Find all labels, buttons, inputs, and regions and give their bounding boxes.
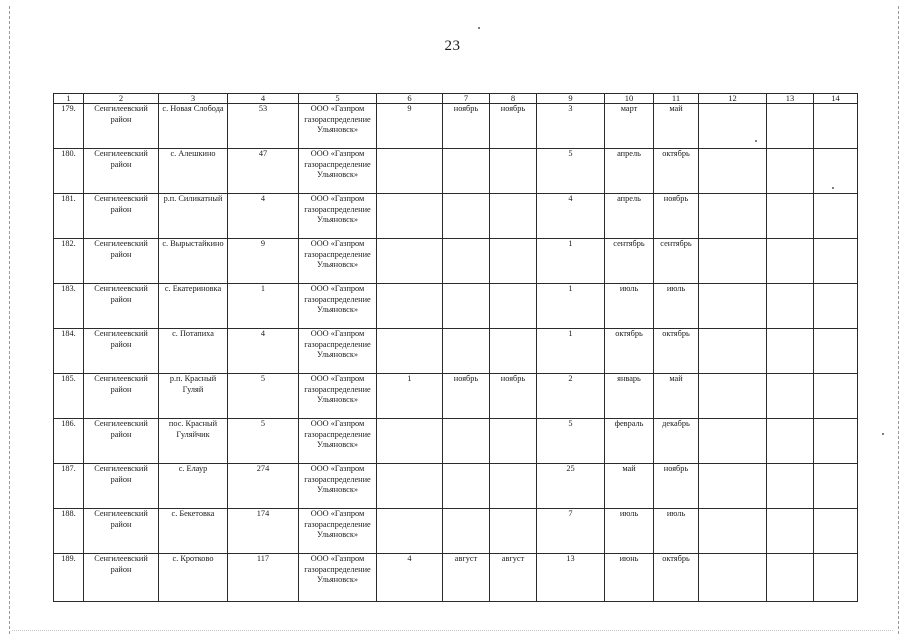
- count-cell: 117: [228, 554, 299, 602]
- col14-cell: [814, 329, 858, 374]
- col10-cell: сентябрь: [605, 239, 654, 284]
- col14-cell: [814, 239, 858, 284]
- col11-cell: декабрь: [654, 419, 699, 464]
- col8-cell: [490, 419, 537, 464]
- col8-cell: [490, 239, 537, 284]
- col11-cell: июль: [654, 509, 699, 554]
- col10-cell: октябрь: [605, 329, 654, 374]
- settlement-cell: с. Вырыстайкино: [159, 239, 228, 284]
- col7-cell: [443, 419, 490, 464]
- gas-supply-table: [53, 93, 858, 602]
- scan-bottom-edge: [12, 630, 893, 632]
- col7-cell: ноябрь: [443, 374, 490, 419]
- settlement-cell: с. Новая Слобода: [159, 104, 228, 149]
- col12-cell: [699, 149, 767, 194]
- count-cell: 274: [228, 464, 299, 509]
- col9-cell: 3: [537, 104, 605, 149]
- col12-cell: [699, 194, 767, 239]
- row-number: 182.: [54, 239, 84, 284]
- column-header-13: 13: [767, 94, 814, 104]
- col13-cell: [767, 464, 814, 509]
- count-cell: 1: [228, 284, 299, 329]
- district-cell: Сенгилеевский район: [84, 329, 159, 374]
- row-number: 184.: [54, 329, 84, 374]
- settlement-cell: с. Бекетовка: [159, 509, 228, 554]
- table-row: [54, 419, 858, 464]
- count-cell: 53: [228, 104, 299, 149]
- settlement-cell: пос. Красный Гуляйчик: [159, 419, 228, 464]
- col7-cell: [443, 464, 490, 509]
- district-cell: Сенгилеевский район: [84, 464, 159, 509]
- row-number: 188.: [54, 509, 84, 554]
- page-border-left: [9, 6, 10, 634]
- col9-cell: 5: [537, 419, 605, 464]
- col13-cell: [767, 554, 814, 602]
- col13-cell: [767, 374, 814, 419]
- count-cell: 9: [228, 239, 299, 284]
- column-header-5: 5: [299, 94, 377, 104]
- count-cell: 4: [228, 329, 299, 374]
- col6-cell: [377, 194, 443, 239]
- col7-cell: август: [443, 554, 490, 602]
- col11-cell: июль: [654, 284, 699, 329]
- col10-cell: январь: [605, 374, 654, 419]
- col8-cell: август: [490, 554, 537, 602]
- col13-cell: [767, 509, 814, 554]
- col7-cell: [443, 509, 490, 554]
- district-cell: Сенгилеевский район: [84, 149, 159, 194]
- district-cell: Сенгилеевский район: [84, 419, 159, 464]
- col12-cell: [699, 329, 767, 374]
- col11-cell: октябрь: [654, 329, 699, 374]
- table-row: [54, 194, 858, 239]
- organization-cell: ООО «Газпром газораспределение Ульяновск»: [299, 329, 377, 374]
- table-row: [54, 329, 858, 374]
- col12-cell: [699, 464, 767, 509]
- settlement-cell: с. Алешкино: [159, 149, 228, 194]
- col8-cell: [490, 284, 537, 329]
- count-cell: 174: [228, 509, 299, 554]
- col8-cell: ноябрь: [490, 374, 537, 419]
- col12-cell: [699, 104, 767, 149]
- district-cell: Сенгилеевский район: [84, 374, 159, 419]
- count-cell: 4: [228, 194, 299, 239]
- col6-cell: [377, 464, 443, 509]
- column-header-12: 12: [699, 94, 767, 104]
- organization-cell: ООО «Газпром газораспределение Ульяновск»: [299, 104, 377, 149]
- col14-cell: [814, 509, 858, 554]
- organization-cell: ООО «Газпром газораспределение Ульяновск»: [299, 554, 377, 602]
- col7-cell: [443, 239, 490, 284]
- organization-cell: ООО «Газпром газораспределение Ульяновск»: [299, 419, 377, 464]
- settlement-cell: с. Елаур: [159, 464, 228, 509]
- district-cell: Сенгилеевский район: [84, 239, 159, 284]
- col13-cell: [767, 329, 814, 374]
- col6-cell: 1: [377, 374, 443, 419]
- table-row: [54, 554, 858, 602]
- district-cell: Сенгилеевский район: [84, 509, 159, 554]
- col8-cell: [490, 194, 537, 239]
- col6-cell: [377, 329, 443, 374]
- col12-cell: [699, 239, 767, 284]
- col14-cell: [814, 284, 858, 329]
- col10-cell: май: [605, 464, 654, 509]
- scan-speck: [882, 433, 884, 435]
- table-row: [54, 509, 858, 554]
- col8-cell: [490, 149, 537, 194]
- col14-cell: [814, 149, 858, 194]
- table-row: [54, 464, 858, 509]
- count-cell: 47: [228, 149, 299, 194]
- scan-speck: [478, 27, 480, 29]
- row-number: 180.: [54, 149, 84, 194]
- column-header-10: 10: [605, 94, 654, 104]
- settlement-cell: с. Екатериновка: [159, 284, 228, 329]
- col7-cell: [443, 149, 490, 194]
- settlement-cell: р.п. Силикатный: [159, 194, 228, 239]
- col6-cell: [377, 284, 443, 329]
- col10-cell: февраль: [605, 419, 654, 464]
- column-header-7: 7: [443, 94, 490, 104]
- table-header-row: [54, 94, 858, 104]
- col13-cell: [767, 284, 814, 329]
- col6-cell: 9: [377, 104, 443, 149]
- col8-cell: [490, 509, 537, 554]
- col14-cell: [814, 419, 858, 464]
- col13-cell: [767, 149, 814, 194]
- col11-cell: ноябрь: [654, 194, 699, 239]
- col14-cell: [814, 374, 858, 419]
- col13-cell: [767, 239, 814, 284]
- col9-cell: 2: [537, 374, 605, 419]
- col11-cell: октябрь: [654, 149, 699, 194]
- col6-cell: 4: [377, 554, 443, 602]
- col9-cell: 4: [537, 194, 605, 239]
- col8-cell: [490, 329, 537, 374]
- col9-cell: 5: [537, 149, 605, 194]
- table-row: [54, 374, 858, 419]
- col6-cell: [377, 419, 443, 464]
- column-header-2: 2: [84, 94, 159, 104]
- col10-cell: июль: [605, 284, 654, 329]
- col11-cell: сентябрь: [654, 239, 699, 284]
- settlement-cell: р.п. Красный Гуляй: [159, 374, 228, 419]
- col7-cell: [443, 284, 490, 329]
- col12-cell: [699, 419, 767, 464]
- col9-cell: 13: [537, 554, 605, 602]
- col14-cell: [814, 194, 858, 239]
- column-header-14: 14: [814, 94, 858, 104]
- col9-cell: 25: [537, 464, 605, 509]
- col14-cell: [814, 104, 858, 149]
- table-row: [54, 239, 858, 284]
- organization-cell: ООО «Газпром газораспределение Ульяновск»: [299, 194, 377, 239]
- table-row: [54, 104, 858, 149]
- row-number: 187.: [54, 464, 84, 509]
- count-cell: 5: [228, 419, 299, 464]
- row-number: 183.: [54, 284, 84, 329]
- col12-cell: [699, 509, 767, 554]
- col14-cell: [814, 464, 858, 509]
- count-cell: 5: [228, 374, 299, 419]
- organization-cell: ООО «Газпром газораспределение Ульяновск»: [299, 464, 377, 509]
- organization-cell: ООО «Газпром газораспределение Ульяновск»: [299, 374, 377, 419]
- column-header-6: 6: [377, 94, 443, 104]
- row-number: 186.: [54, 419, 84, 464]
- col11-cell: октябрь: [654, 554, 699, 602]
- district-cell: Сенгилеевский район: [84, 284, 159, 329]
- table-row: [54, 284, 858, 329]
- col6-cell: [377, 239, 443, 284]
- col8-cell: [490, 464, 537, 509]
- col9-cell: 1: [537, 329, 605, 374]
- organization-cell: ООО «Газпром газораспределение Ульяновск»: [299, 239, 377, 284]
- column-header-1: 1: [54, 94, 84, 104]
- table-body: [54, 104, 858, 602]
- col7-cell: [443, 329, 490, 374]
- col7-cell: [443, 194, 490, 239]
- col10-cell: март: [605, 104, 654, 149]
- district-cell: Сенгилеевский район: [84, 104, 159, 149]
- col13-cell: [767, 419, 814, 464]
- column-header-11: 11: [654, 94, 699, 104]
- organization-cell: ООО «Газпром газораспределение Ульяновск»: [299, 284, 377, 329]
- col12-cell: [699, 284, 767, 329]
- page-border-right: [898, 6, 899, 634]
- col9-cell: 1: [537, 284, 605, 329]
- row-number: 179.: [54, 104, 84, 149]
- settlement-cell: с. Кротково: [159, 554, 228, 602]
- col10-cell: июль: [605, 509, 654, 554]
- col6-cell: [377, 149, 443, 194]
- district-cell: Сенгилеевский район: [84, 194, 159, 239]
- col12-cell: [699, 554, 767, 602]
- column-header-3: 3: [159, 94, 228, 104]
- column-header-9: 9: [537, 94, 605, 104]
- organization-cell: ООО «Газпром газораспределение Ульяновск»: [299, 509, 377, 554]
- col9-cell: 1: [537, 239, 605, 284]
- col13-cell: [767, 104, 814, 149]
- col10-cell: апрель: [605, 149, 654, 194]
- col11-cell: ноябрь: [654, 464, 699, 509]
- col11-cell: май: [654, 104, 699, 149]
- column-header-8: 8: [490, 94, 537, 104]
- organization-cell: ООО «Газпром газораспределение Ульяновск»: [299, 149, 377, 194]
- district-cell: Сенгилеевский район: [84, 554, 159, 602]
- col11-cell: май: [654, 374, 699, 419]
- col10-cell: апрель: [605, 194, 654, 239]
- col8-cell: ноябрь: [490, 104, 537, 149]
- col10-cell: июнь: [605, 554, 654, 602]
- col9-cell: 7: [537, 509, 605, 554]
- row-number: 189.: [54, 554, 84, 602]
- page-number: 23: [444, 38, 461, 54]
- row-number: 181.: [54, 194, 84, 239]
- col6-cell: [377, 509, 443, 554]
- col7-cell: ноябрь: [443, 104, 490, 149]
- settlement-cell: с. Потапиха: [159, 329, 228, 374]
- table-row: [54, 149, 858, 194]
- col14-cell: [814, 554, 858, 602]
- row-number: 185.: [54, 374, 84, 419]
- col13-cell: [767, 194, 814, 239]
- col12-cell: [699, 374, 767, 419]
- column-header-4: 4: [228, 94, 299, 104]
